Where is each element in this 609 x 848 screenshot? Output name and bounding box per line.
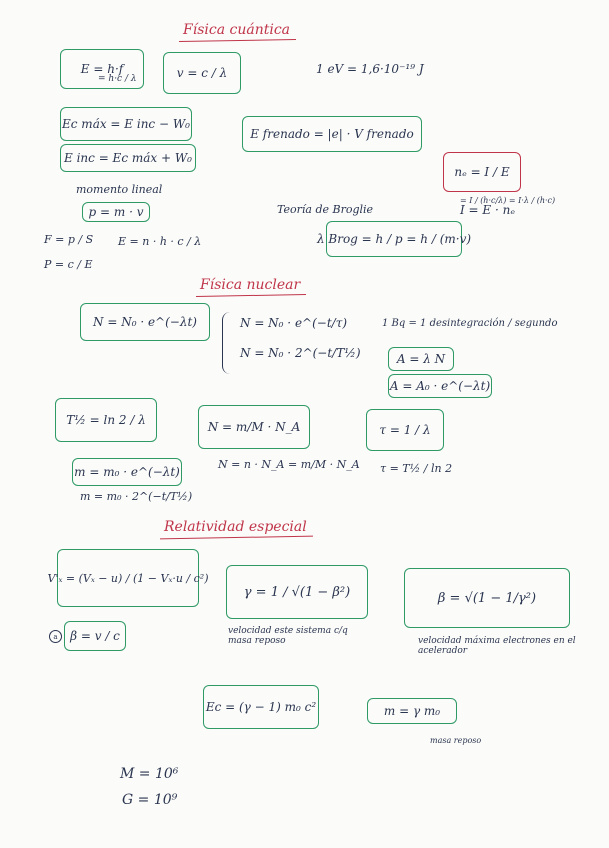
lorentz-note: velocidad este sistema c/q masa reposo	[228, 626, 348, 646]
heading-quantum-text: Física cuántica	[183, 22, 291, 38]
formula-activity-text: A = λ N	[396, 352, 446, 366]
heading-nuclear-text: Física nuclear	[200, 277, 301, 293]
formula-velocity-add-text: V'ₓ = (Vₓ − u) / (1 − Vₓ·u / c²)	[47, 571, 209, 585]
formula-wave-relation-text: v = c / λ	[176, 66, 228, 80]
heading-nuclear	[200, 277, 300, 293]
formula-photon-number-expand: = I / (h·c/λ) = I·λ / (h·c)	[460, 196, 556, 205]
formula-kinetic-text: Ec = (γ − 1) m₀ c²	[205, 700, 317, 714]
formula-intensity: I = E · nₑ	[460, 203, 516, 217]
formula-decay-law	[80, 303, 210, 341]
formula-debroglie-text: λ Brog = h / p = h / (m·v)	[316, 232, 472, 246]
formula-nuclei-count-text: N = m/M · N_A	[207, 420, 301, 434]
formula-debroglie	[316, 221, 472, 257]
formula-lorentz-text: γ = 1 / √(1 − β²)	[243, 584, 351, 600]
formula-e-inc-text: E inc = Ec máx + W₀	[64, 151, 192, 165]
formula-energy-from-freq: E = n · h · c / λ	[118, 235, 202, 248]
system-brace	[222, 312, 233, 374]
formula-e-inc	[60, 144, 196, 172]
beta-sqrt-note: velocidad máxima electrones en el acelerador	[418, 636, 576, 656]
formula-photon-energy-text: E = h·f	[80, 62, 124, 76]
formula-mass-text: m = γ m₀	[383, 704, 441, 718]
formula-velocity-add	[47, 549, 209, 607]
mass-note: masa reposo	[430, 736, 482, 745]
formula-mass-decay-text: m = m₀ · e^(−λt)	[74, 465, 180, 479]
formula-mean-life-text: τ = 1 / λ	[379, 423, 431, 437]
formula-pressure: P = c / E	[44, 258, 93, 271]
formula-wave-relation	[163, 52, 241, 94]
momentum-label: momento lineal	[76, 183, 163, 196]
formula-force-relation: F = p / S	[44, 233, 94, 246]
formula-becquerel: 1 Bq = 1 desintegración / segundo	[382, 318, 558, 329]
formula-mean-life-alt: τ = T½ / ln 2	[380, 462, 453, 475]
formula-beta-text: β = v / c	[70, 629, 120, 643]
formula-ekin-max-text: Ec máx = E inc − W₀	[62, 117, 190, 131]
formula-photon-energy-alt: = h·c / λ	[98, 74, 137, 84]
prefix-mega: M = 10⁶	[120, 766, 179, 782]
formula-e-frenado	[242, 116, 422, 152]
formula-lorentz	[226, 565, 368, 619]
formula-mass	[367, 698, 457, 724]
formula-mean-life	[366, 409, 444, 451]
formula-mass-decay-half: m = m₀ · 2^(−t/T½)	[80, 490, 193, 503]
heading-relativity	[164, 519, 307, 535]
formula-nuclei-count-expand: N = n · N_A = m/M · N_A	[218, 458, 360, 471]
formula-activity	[388, 347, 454, 371]
formula-activity-decay-text: A = A₀ · e^(−λt)	[389, 379, 491, 393]
circle-mark: a	[49, 630, 62, 643]
formula-mass-decay	[72, 458, 182, 486]
formula-photon-number	[443, 152, 521, 192]
formula-half-life	[55, 398, 157, 442]
formula-decay-law-text: N = N₀ · e^(−λt)	[93, 315, 197, 329]
formula-beta	[64, 621, 126, 651]
formula-decay-half: N = N₀ · 2^(−t/T½)	[240, 346, 361, 360]
formula-beta-sqrt-text: β = √(1 − 1/γ²)	[437, 590, 537, 606]
formula-activity-decay	[388, 374, 492, 398]
heading-relativity-text: Relatividad especial	[164, 519, 307, 535]
formula-ekin-max	[60, 107, 192, 141]
prefix-giga: G = 10⁹	[122, 792, 178, 808]
formula-beta-sqrt	[404, 568, 570, 628]
formula-photon-number-text: nₑ = I / E	[454, 165, 510, 179]
debroglie-label: Teoría de Broglie	[277, 203, 374, 216]
formula-decay-tau: N = N₀ · e^(−t/τ)	[240, 316, 348, 330]
formula-nuclei-count	[198, 405, 310, 449]
formula-e-frenado-text: E frenado = |e| · V frenado	[250, 127, 414, 141]
formula-kinetic	[203, 685, 319, 729]
heading-quantum	[183, 22, 290, 38]
formula-ev: 1 eV = 1,6·10⁻¹⁹ J	[316, 62, 424, 76]
formula-momentum	[82, 202, 150, 222]
formula-momentum-text: p = m · v	[88, 205, 144, 219]
formula-half-life-text: T½ = ln 2 / λ	[66, 413, 146, 427]
